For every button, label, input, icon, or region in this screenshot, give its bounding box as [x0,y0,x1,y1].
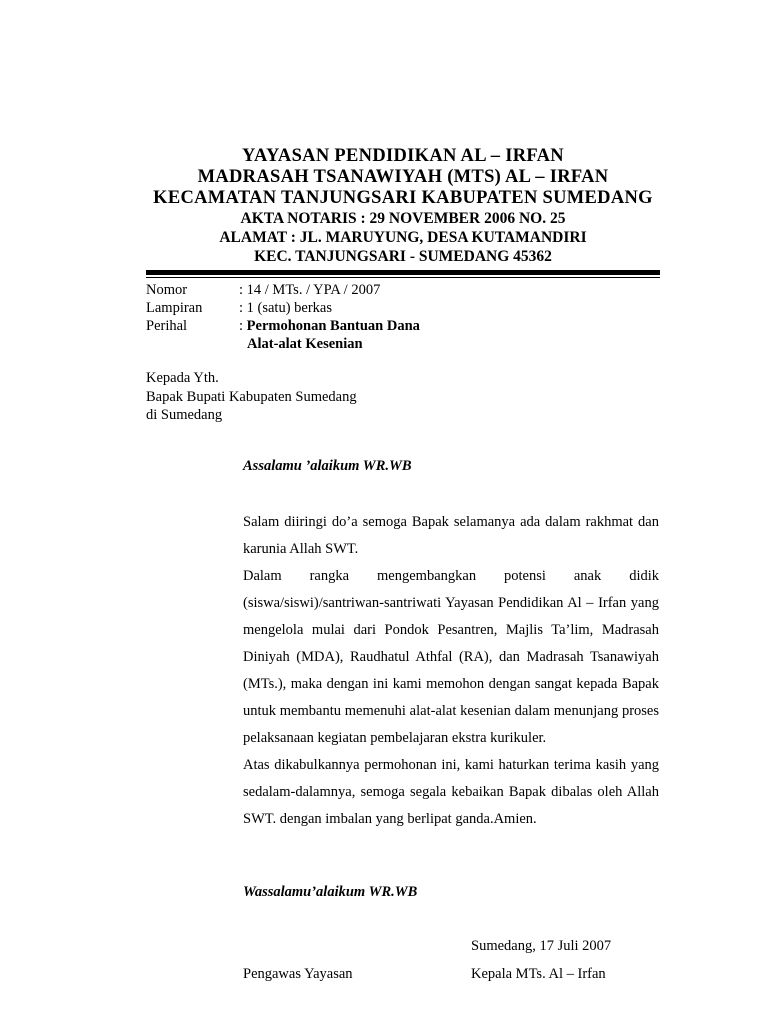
letterhead-subdistrict: KEC. TANJUNGSARI - SUMEDANG 45362 [254,248,552,265]
meta-perihal-label: Perihal [146,318,188,334]
letter-meta [146,281,420,353]
meta-nomor-row [146,281,420,299]
place-and-date: Sumedang, 17 Juli 2007 [471,938,612,954]
body-paragraph-2: Dalam rangka mengembangkan potensi anak didik (siswa/siswi)/santriwan-santriwati Yayasan Pendidikan Al – Irfan yang mengelola mulai dari Pondok Pesantren, Majlis Ta’lim, Madrasah Diniyah (MDA), Raudhatul Athfal (RA), dan Madrasah Tsanawiyah (MTs.), maka dengan ini kami memohon dengan sangat kepada Bapak untuk membantu memenuhi alat-alat kesenian dalam menunjang proses pelaksanaan kegiatan pembelajaran ekstra kurikuler. [243,568,659,746]
opening-greeting: Assalamu ’alaikum WR.WB [243,458,412,474]
meta-perihal-subject-1: Permohonan Bantuan Dana [246,318,420,334]
meta-perihal-subject-2: Alat-alat Kesenian [247,336,363,352]
meta-perihal-row [146,317,420,335]
meta-nomor-label: Nomor [146,282,188,298]
body-paragraph-3: Atas dikabulkannya permohonan ini, kami haturkan terima kasih yang sedalam-dalamnya, semoga segala kebaikan Bapak dibalas oleh Allah SWT. dengan imbalan yang berlipat ganda.Amien. [243,757,659,827]
letterhead-notary-deed: AKTA NOTARIS : 29 NOVEMBER 2006 NO. 25 [240,210,566,227]
body-paragraph-1: Salam diiringi do’a semoga Bapak selamanya ada dalam rakhmat dan karunia Allah SWT. [243,514,659,557]
recipient-name: Bapak Bupati Kabupaten Sumedang [146,388,357,405]
recipient-salutation: Kepada Yth. [146,370,219,386]
letterhead-divider-thick [146,270,660,275]
signature-right-title: Kepala MTs. Al – Irfan [471,966,606,982]
recipient-location: di Sumedang [146,407,223,423]
letterhead-divider-thin [146,277,660,278]
meta-lampiran-row [146,299,420,317]
letterhead-school-name: MADRASAH TSANAWIYAH (MTS) AL – IRFAN [197,167,609,187]
letterhead-foundation-name: YAYASAN PENDIDIKAN AL – IRFAN [242,146,564,166]
letter-body [243,509,659,833]
letterhead-address: ALAMAT : JL. MARUYUNG, DESA KUTAMANDIRI [219,229,587,246]
letterhead [146,146,660,266]
recipient-block [146,369,357,425]
closing-greeting: Wassalamu’alaikum WR.WB [243,884,418,900]
meta-perihal-value [239,317,420,335]
letterhead-district: KECAMATAN TANJUNGSARI KABUPATEN SUMEDANG [153,188,653,208]
signature-left-title: Pengawas Yayasan [243,966,353,982]
meta-lampiran-value: : 1 (satu) berkas [239,300,333,316]
meta-lampiran-label: Lampiran [146,300,203,316]
meta-nomor-value: : 14 / MTs. / YPA / 2007 [239,282,381,298]
meta-perihal-colon: : [239,318,247,334]
